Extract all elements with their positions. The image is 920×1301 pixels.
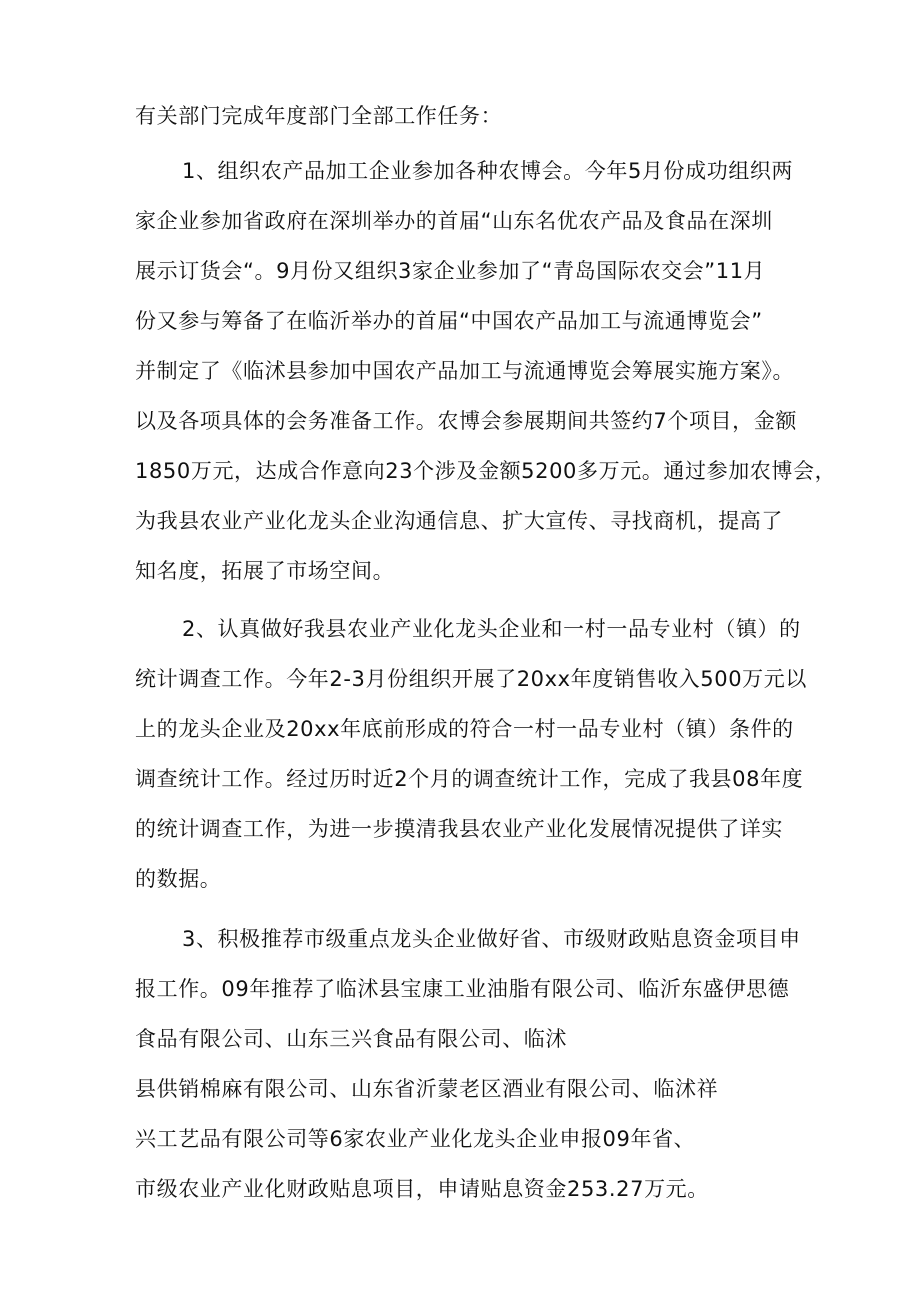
paragraph-1-line-6: 以及各项具体的会务准备工作。农博会参展期间共签约7个项目，金额 bbox=[135, 409, 797, 433]
paragraph-1-line-2: 家企业参加省政府在深圳举办的首届“山东名优农产品及食品在深圳 bbox=[135, 209, 773, 233]
paragraph-3-line-2: 报工作。09年推荐了临沭县宝康工业油脂有限公司、临沂东盛伊思德 bbox=[135, 977, 790, 1001]
paragraph-3-line-4: 县供销棉麻有限公司、山东省沂蒙老区酒业有限公司、临沭祥 bbox=[135, 1077, 719, 1101]
paragraph-2-line-2: 统计调查工作。今年2-3月份组织开展了20xx年度销售收入500万元以 bbox=[135, 667, 807, 691]
paragraph-3-line-1: 3、积极推荐市级重点龙头企业做好省、市级财政贴息资金项目申 bbox=[182, 927, 801, 951]
paragraph-2-line-5: 的统计调查工作，为进一步摸清我县农业产业化发展情况提供了详实 bbox=[135, 817, 783, 841]
paragraph-2-line-6: 的数据。 bbox=[135, 867, 222, 891]
paragraph-1-line-8: 为我县农业产业化龙头企业沟通信息、扩大宣传、寻找商机，提高了 bbox=[135, 509, 783, 533]
paragraph-3-line-3: 食品有限公司、山东三兴食品有限公司、临沭 bbox=[135, 1027, 567, 1051]
paragraph-2-line-1: 2、认真做好我县农业产业化龙头企业和一村一品专业村（镇）的 bbox=[182, 617, 801, 641]
paragraph-3-line-6: 市级农业产业化财政贴息项目，申请贴息资金253.27万元。 bbox=[135, 1177, 709, 1201]
paragraph-1-line-9: 知名度，拓展了市场空间。 bbox=[135, 559, 395, 583]
paragraph-3-line-5: 兴工艺品有限公司等6家农业产业化龙头企业申报09年省、 bbox=[135, 1127, 696, 1151]
paragraph-1-line-3: 展示订货会“。9月份又组织3家企业参加了“青岛国际农交会”11月 bbox=[135, 259, 766, 283]
paragraph-2-line-3: 上的龙头企业及20xx年底前形成的符合一村一品专业村（镇）条件的 bbox=[135, 717, 794, 741]
paragraph-1-line-4: 份又参与筹备了在临沂举办的首届“中国农产品加工与流通博览会” bbox=[135, 309, 763, 333]
paragraph-1-line-5: 并制定了《临沭县参加中国农产品加工与流通博览会筹展实施方案》。 bbox=[135, 359, 795, 383]
paragraph-1-line-1: 1、组织农产品加工企业参加各种农博会。今年5月份成功组织两 bbox=[182, 159, 794, 183]
paragraph-1-line-7: 1850万元，达成合作意向23个涉及金额5200多万元。通过参加农博会， bbox=[135, 459, 837, 483]
paragraph-2-line-4: 调查统计工作。经过历时近2个月的调查统计工作，完成了我县08年度 bbox=[135, 767, 804, 791]
intro-line: 有关部门完成年度部门全部工作任务： bbox=[135, 104, 503, 128]
